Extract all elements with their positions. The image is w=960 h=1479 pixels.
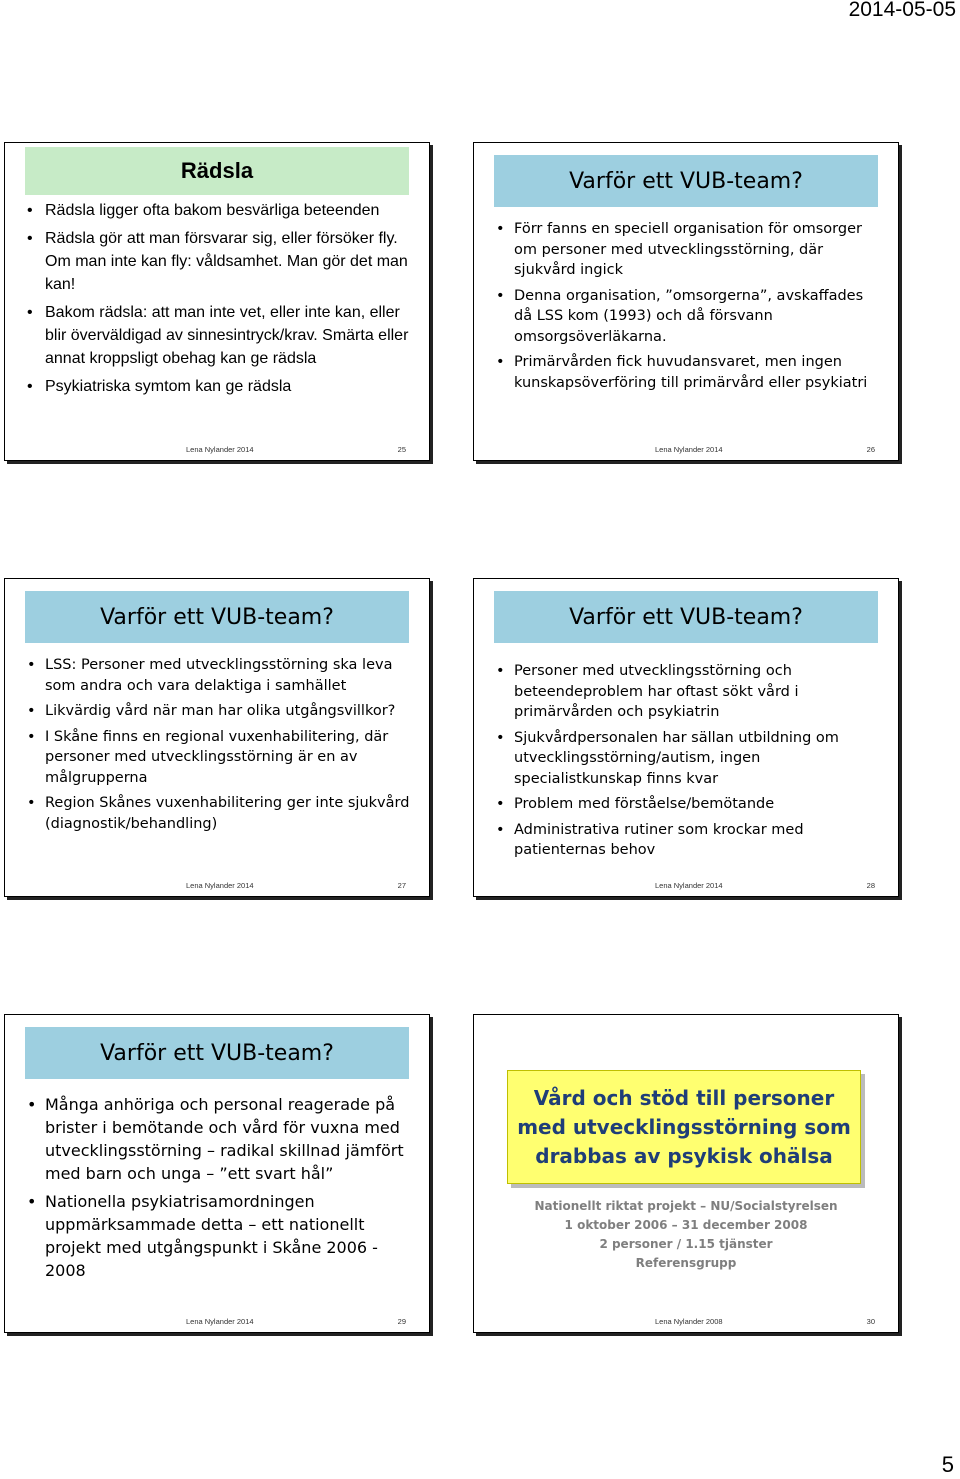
slide-29	[4, 1014, 430, 1333]
bullet-list	[25, 655, 415, 839]
bullet-item: • Personer med utvecklingsstörning och beteendeproblem har oftast sökt vård i primärvården och psykiatrin	[494, 661, 884, 723]
bullet-item: • I Skåne finns en regional vuxenhabilitering, där personer med utvecklingsstörning är en av målgrupperna	[25, 727, 415, 789]
slide-footer	[5, 442, 429, 454]
bullet-item: • Sjukvårdpersonalen har sällan utbildning om utvecklingsstörning/autism, ingen specialistkunskap finns kvar	[494, 728, 884, 790]
footer-author: Lena Nylander 2014	[655, 881, 723, 890]
project-info-line: 2 personer / 1.15 tjänster	[599, 1237, 773, 1251]
bullet-item: • Bakom rädsla: att man inte vet, eller inte kan, eller blir överväldigad av sinnesintryck/krav. Smärta eller annat kroppsligt obehag kan ge rädsla	[25, 301, 415, 370]
slide-footer	[474, 878, 898, 890]
slide-number: 28	[866, 881, 875, 890]
slide-footer	[474, 1314, 898, 1326]
slide-title: Varför ett VUB-team?	[494, 155, 878, 207]
slide-title: Varför ett VUB-team?	[494, 591, 878, 643]
footer-author: Lena Nylander 2014	[186, 1317, 254, 1326]
bullet-item: • LSS: Personer med utvecklingsstörning ska leva som andra och vara delaktiga i samhället	[25, 655, 415, 696]
slide-title: Varför ett VUB-team?	[25, 591, 409, 643]
bullet-list	[25, 1093, 415, 1287]
slide-footer	[474, 442, 898, 454]
bullet-item: • Problem med förståelse/bemötande	[494, 794, 884, 815]
slide-number: 29	[397, 1317, 406, 1326]
bullet-list	[25, 199, 415, 403]
slide-28	[473, 578, 899, 897]
page-date: 2014-05-05	[848, 0, 956, 21]
page-number: 5	[941, 1452, 954, 1477]
slide-title: Varför ett VUB-team?	[25, 1027, 409, 1079]
slide-footer	[5, 1314, 429, 1326]
slide-number: 25	[397, 445, 406, 454]
project-info-line: Referensgrupp	[635, 1256, 737, 1270]
bullet-list	[494, 661, 884, 866]
bullet-item: • Många anhöriga och personal reagerade på brister i bemötande och vård för vuxna med utvecklingsstörning – radikal skillnad jämfört med barn och unga – ”ett svart hål”	[25, 1093, 415, 1185]
bullet-item: • Psykiatriska symtom kan ge rädsla	[25, 375, 415, 398]
bullet-item: • Denna organisation, ”omsorgerna”, avskaffades då LSS kom (1993) och då försvann omsorgsöverläkarna.	[494, 286, 884, 348]
slide-number: 26	[866, 445, 875, 454]
slide-26	[473, 142, 899, 461]
bullet-item: • Region Skånes vuxenhabilitering ger inte sjukvård (diagnostik/behandling)	[25, 793, 415, 834]
slide-title: Rädsla	[25, 147, 409, 195]
slide-footer	[5, 878, 429, 890]
bullet-item: • Rädsla ligger ofta bakom besvärliga beteenden	[25, 199, 415, 222]
project-info-line: Nationellt riktat projekt – NU/Socialstyrelsen	[534, 1199, 838, 1213]
slide-30	[473, 1014, 899, 1333]
slide-number: 27	[397, 881, 406, 890]
slide-25	[4, 142, 430, 461]
footer-author: Lena Nylander 2008	[655, 1317, 723, 1326]
slide-number: 30	[866, 1317, 875, 1326]
bullet-item: • Likvärdig vård när man har olika utgångsvillkor?	[25, 701, 415, 722]
bullet-list	[494, 219, 884, 398]
footer-author: Lena Nylander 2014	[655, 445, 723, 454]
bullet-item: • Primärvården fick huvudansvaret, men ingen kunskapsöverföring till primärvård eller psykiatri	[494, 352, 884, 393]
footer-author: Lena Nylander 2014	[186, 445, 254, 454]
bullet-item: • Förr fanns en speciell organisation för omsorger om personer med utvecklingsstörning, där sjukvård ingick	[494, 219, 884, 281]
highlight-box	[507, 1070, 861, 1184]
bullet-item: • Administrativa rutiner som krockar med patienternas behov	[494, 820, 884, 861]
slide-27	[4, 578, 430, 897]
bullet-item: • Rädsla gör att man försvarar sig, eller försöker fly. Om man inte kan fly: våldsamhet. Man gör det man kan!	[25, 227, 415, 296]
bullet-item: • Nationella psykiatrisamordningen uppmärksammade detta – ett nationellt projekt med utgångspunkt i Skåne 2006 - 2008	[25, 1190, 415, 1282]
project-info-line: 1 oktober 2006 – 31 december 2008	[564, 1218, 808, 1232]
project-info	[474, 1197, 898, 1273]
highlight-text: Vård och stöd till personer med utvecklingsstörning som drabbas av psykisk ohälsa	[517, 1085, 851, 1168]
footer-author: Lena Nylander 2014	[186, 881, 254, 890]
